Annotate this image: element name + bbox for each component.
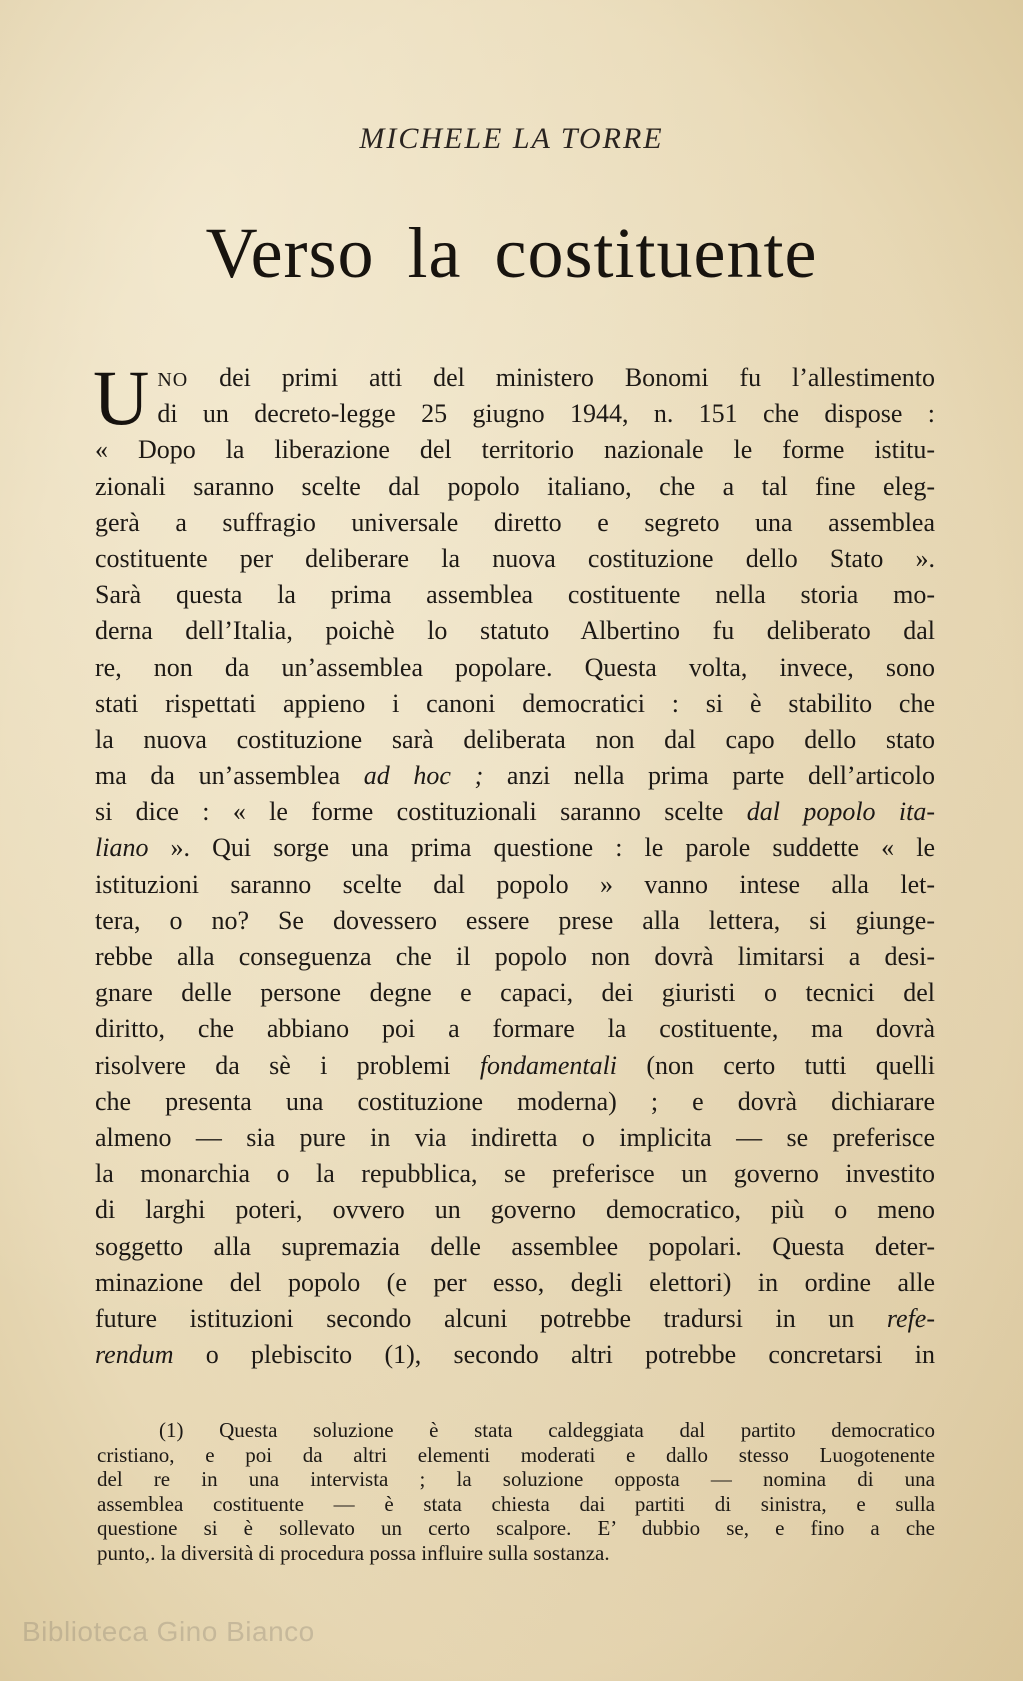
body-line-text: o plebiscito (1), secondo altri potrebbe concretarsi in <box>173 1340 935 1370</box>
footnote-text: (1) Questa soluzione è stata caldeggiata dal partito democratico <box>159 1418 935 1442</box>
footnote-line: del re in una intervista ; la soluzione opposta — nomina di una <box>97 1467 935 1491</box>
body-line-text: future istituzioni secondo alcuni potrebbe tradursi in un <box>95 1303 887 1333</box>
body-line-text: di un decreto-legge 25 giugno 1944, n. 151 che dispose : <box>157 399 935 429</box>
body-line-text: ». Qui sorge una prima questione : le parole suddette « le <box>148 833 935 863</box>
italic-phrase: fondamentali <box>479 1050 618 1080</box>
footnote-line <box>97 1418 935 1443</box>
footnote-line: questione si è sollevato un certo scalpore. E’ dubbio se, e fino a che <box>97 1516 935 1540</box>
body-line: la monarchia o la repubblica, se preferisce un governo investito <box>95 1159 935 1189</box>
body-line <box>157 396 935 432</box>
body-line-text: ma da un’assemblea <box>95 761 364 791</box>
italic-phrase: ad hoc ; <box>363 761 484 791</box>
body-line-text: risolvere da sè i problemi <box>95 1050 480 1080</box>
footnote-line: assemblea costituente — è stata chiesta dai partiti di sinistra, e sulla <box>97 1491 935 1516</box>
body-line-text: NO dei primi atti del ministero Bonomi fu l’allestimento <box>157 363 935 392</box>
body-line: soggetto alla supremazia delle assemblee popolari. Questa deter- <box>95 1231 935 1261</box>
italic-phrase: dal popolo ita- <box>746 797 935 827</box>
article-title: Verso la costituente <box>205 213 818 293</box>
body-line <box>95 794 935 830</box>
body-line: gnare delle persone degne e capaci, dei giuristi o tecnici del <box>95 978 935 1008</box>
body-line: tera, o no? Se dovessero essere prese alla lettera, si giunge- <box>95 905 935 935</box>
body-line: istituzioni saranno scelte dal popolo » vanno intese alla let- <box>95 869 935 899</box>
italic-phrase: refe- <box>886 1303 935 1333</box>
body-line: rebbe alla conseguenza che il popolo non dovrà limitarsi a desi- <box>95 942 935 971</box>
body-line <box>95 1048 935 1084</box>
body-line <box>95 830 935 866</box>
body-line <box>95 758 935 794</box>
body-line: derna dell’Italia, poichè lo statuto Albertino fu deliberato dal <box>95 616 935 646</box>
footnote-line: punto,. la diversità di procedura possa influire sulla sostanza. <box>97 1540 610 1565</box>
body-line <box>95 1301 935 1337</box>
body-line: che presenta una costituzione moderna) ; e dovrà dichiarare <box>95 1086 935 1116</box>
body-line: costituente per deliberare la nuova costituzione dello Stato ». <box>95 543 935 573</box>
body-line: zionali saranno scelte dal popolo italiano, che a tal fine eleg- <box>95 471 935 501</box>
body-line: di larghi poteri, ovvero un governo democratico, più o meno <box>95 1195 935 1225</box>
body-line-text: si dice : « le forme costituzionali saranno scelte <box>95 797 747 827</box>
body-line: re, non da un’assemblea popolare. Questa volta, invece, sono <box>95 652 935 682</box>
body-line: gerà a suffragio universale diretto e segreto una assemblea <box>95 507 935 537</box>
drop-cap: U <box>93 354 150 441</box>
author-name: MICHELE LA TORRE <box>359 122 664 155</box>
body-line: stati rispettati appieno i canoni democratici : si è stabilito che <box>95 688 935 718</box>
article-body <box>93 354 935 1373</box>
italic-phrase: rendum <box>95 1340 174 1370</box>
body-line <box>157 360 935 396</box>
footnotes <box>97 1418 935 1565</box>
body-line: la nuova costituzione sarà deliberata non dal capo dello stato <box>95 724 935 754</box>
body-line: almeno — sia pure in via indiretta o implicita — se preferisce <box>95 1122 935 1152</box>
body-line <box>95 1337 935 1373</box>
footnote-line: cristiano, e poi da altri elementi moderati e dallo stesso Luogotenente <box>97 1442 935 1467</box>
body-line-text: (non certo tutti quelli <box>617 1050 935 1080</box>
body-line: « Dopo la liberazione del territorio nazionale le forme istitu- <box>95 435 935 465</box>
body-line: Sarà questa la prima assemblea costituente nella storia mo- <box>95 580 935 610</box>
body-line: minazione del popolo (e per esso, degli elettori) in ordine alle <box>95 1267 935 1297</box>
italic-phrase: liano <box>95 833 149 863</box>
body-line: diritto, che abbiano poi a formare la costituente, ma dovrà <box>95 1014 935 1044</box>
body-line-text: anzi nella prima parte dell’articolo <box>483 761 935 791</box>
library-watermark: Biblioteca Gino Bianco <box>22 1616 315 1647</box>
